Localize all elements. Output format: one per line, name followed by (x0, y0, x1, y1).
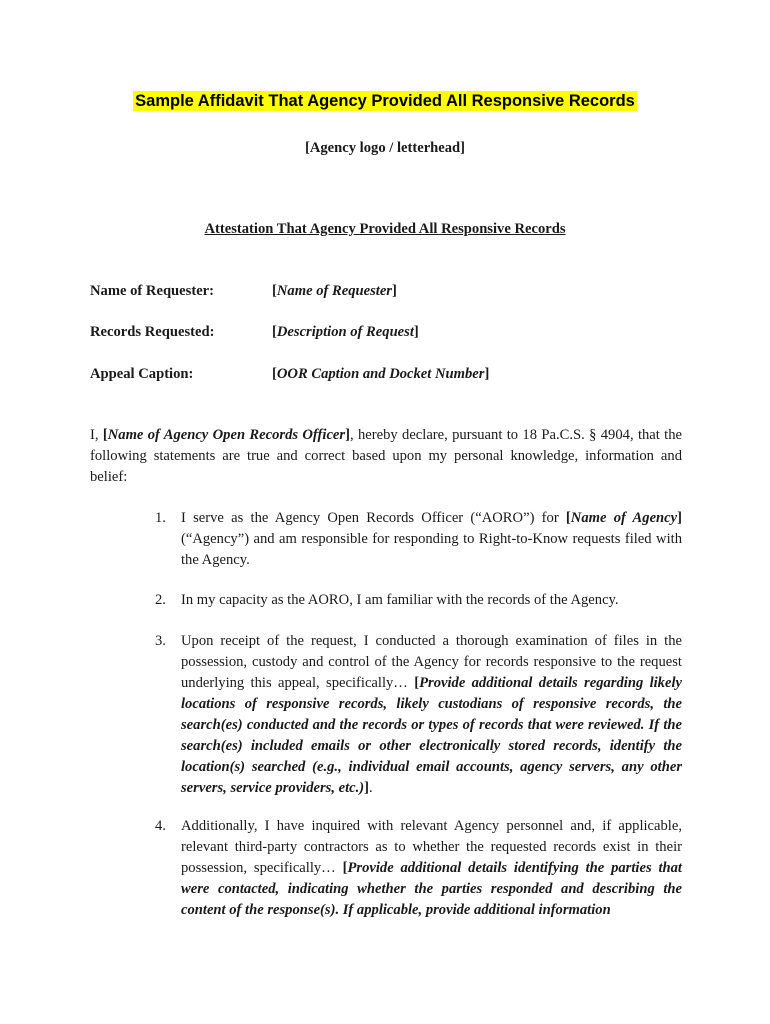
list-text: Upon receipt of the request, I conducted a thorough examination of files in the possession, custody and control of the Agency for records responsive to the request underlying this appeal, specifically… [Provide additional details regarding likely locations of responsive records, likely custodians of responsive records, the search(es) conducted and the records or types of records that were reviewed. If the search(es) included emails or other electronically stored records, identify the location(s) searched (e.g., individual email accounts, agency servers, any other servers, service providers, etc.)]. (181, 633, 682, 796)
letterhead-placeholder: [Agency logo / letterhead] (304, 140, 466, 156)
intro-paragraph: I, [Name of Agency Open Records Officer], hereby declare, pursuant to 18 Pa.C.S. § 4904, that the following statements are true and correct based upon my personal knowledge, information and belief: (90, 427, 682, 485)
list-number: 3. (155, 633, 166, 649)
field-label: Name of Requester: (90, 283, 215, 299)
attestation-heading: Attestation That Agency Provided All Responsive Records (204, 221, 566, 237)
document-title (0, 92, 770, 111)
document-title-highlight: Sample Affidavit That Agency Provided All Responsive Records (135, 92, 635, 110)
list-item (155, 631, 682, 799)
officer-name-placeholder: Name of Agency Open Records Officer (107, 427, 346, 443)
field-value: [Description of Request] (272, 324, 419, 340)
list-text: In my capacity as the AORO, I am familiar with the records of the Agency. (181, 592, 619, 608)
list-item (155, 590, 682, 611)
list-text: I serve as the Agency Open Records Officer (“AORO”) for [Name of Agency] (“Agency”) and am responsible for responding to Right-to-Know requests filed with the Agency. (181, 510, 683, 568)
list-number: 2. (155, 592, 166, 608)
field-value: [Name of Requester] (272, 283, 397, 299)
list-number: 1. (155, 510, 166, 526)
list-number: 4. (155, 818, 166, 834)
list-item (155, 508, 682, 571)
field-value: [OOR Caption and Docket Number] (272, 366, 490, 382)
field-label: Appeal Caption: (90, 366, 194, 382)
field-label: Records Requested: (90, 324, 215, 340)
list-item (155, 816, 682, 921)
list-text: Additionally, I have inquired with relevant Agency personnel and, if applicable, relevant third-party contractors as to whether the requested records exist in their possession, specifically… [Provide additional details identifying the parties that were contacted, indicating whether the parties responded and describing the content of the response(s). If applicable, provide additional information (181, 818, 682, 918)
